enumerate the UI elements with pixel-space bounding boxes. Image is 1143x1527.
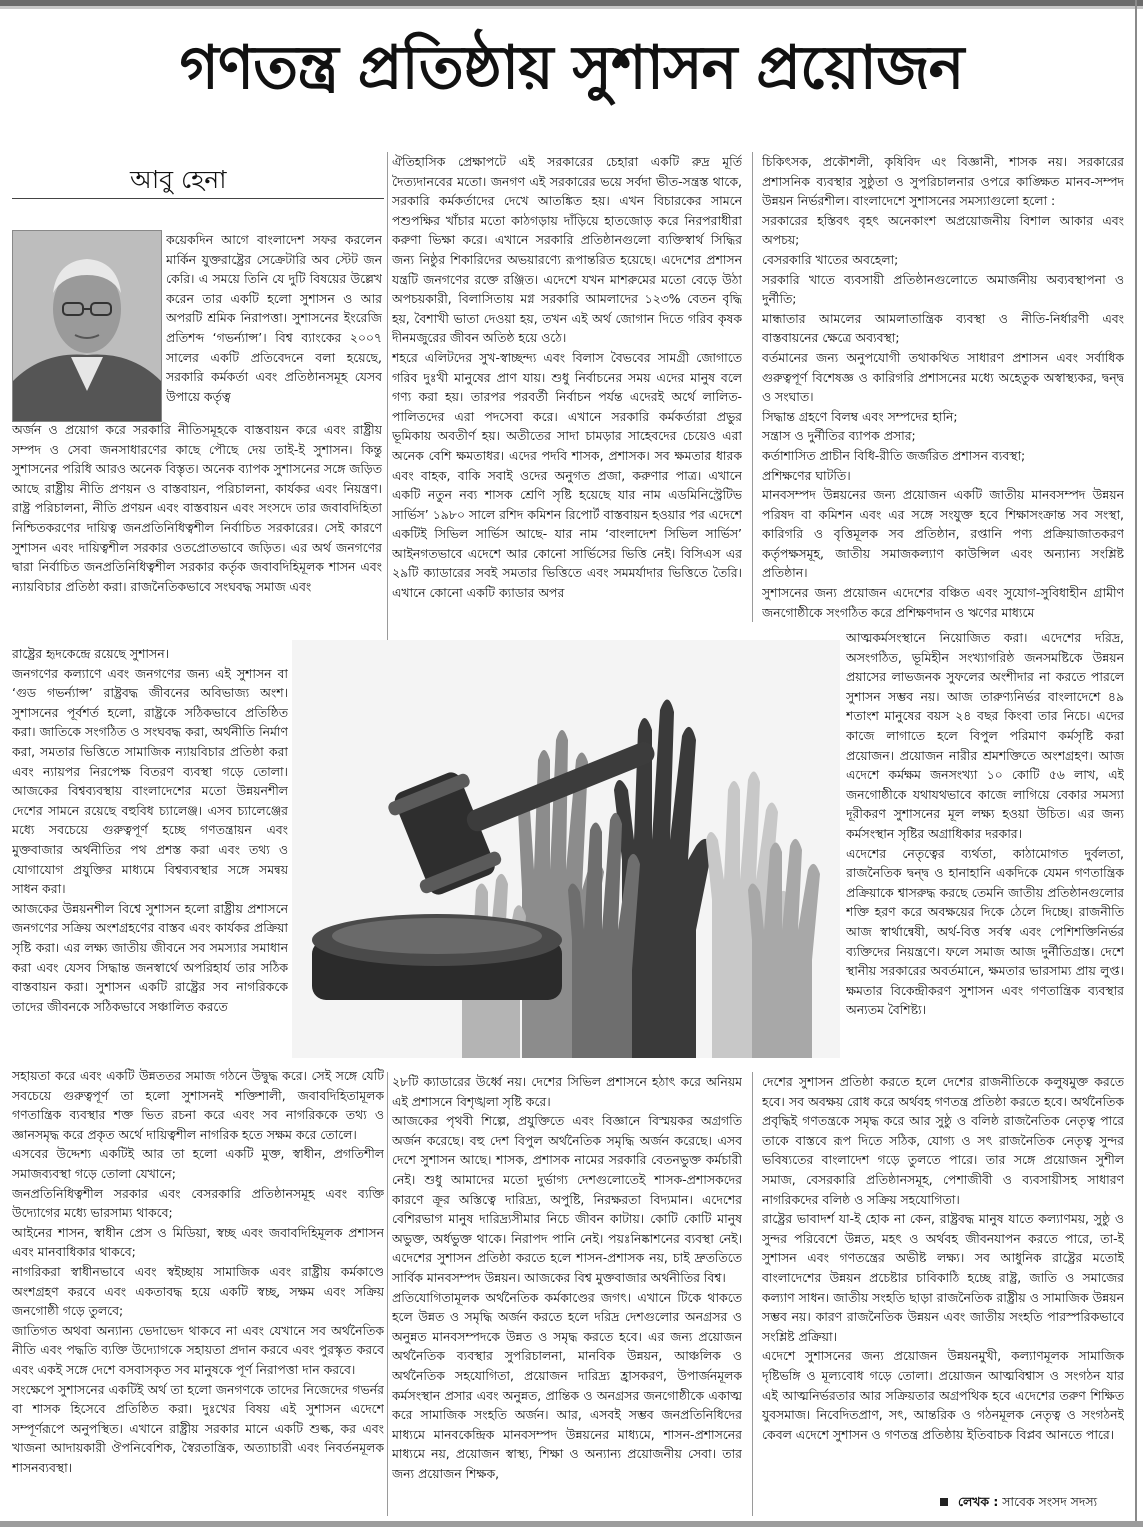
paragraph: জাতিগত অথবা অন্যান্য ভেদাভেদ থাকবে না এবং যেখানে সব অর্থনৈতিক নীতি এবং পদ্ধতি ব্যক্তি উদ্যোগকে সহায়তা প্রদান করবে এবং পুরস্কৃত করবে এবং একই সঙ্গে দেশে বসবাসকৃত সব মানুষকে পূর্ণ নিরাপত্তা দান করবে। <box>12 1322 384 1377</box>
column-rule <box>387 1072 388 1516</box>
paragraph: জনগণের কল্যাণে এবং জনগণের জন্য এই সুশাসন বা ‘গুড গভর্ন্যান্স’ রাষ্ট্রবদ্ধ জীবনের অবিভাজ্য অংশ। সুশাসনের পূর্বশর্ত হলো, রাষ্ট্রকে সঠিকভাবে প্রতিষ্ঠিত করা। জাতিকে সংগঠিত ও সংঘবদ্ধ করা, অর্থনীতি নির্মাণ করা, সমতার ভিত্তিতে সামাজিক ন্যায়বিচার প্রতিষ্ঠা করা এবং ন্যায়পর নিরপেক্ষ বিতরণ ব্যবস্থা গড়ে তোলা। আজকের বিশ্বব্যবস্থায় বাংলাদেশের মতো উন্নয়নশীল দেশের সামনে রয়েছে বহুবিধ চ্যালেঞ্জ। এসব চ্যালেঞ্জের মধ্যে সবচেয়ে গুরুত্বপূর্ণ হচ্ছে গণতন্ত্রায়ন এবং মুক্তবাজার অর্থনীতির পথ প্রশস্ত করা এবং তথ্য ও যোগাযোগ প্রযুক্তির মাধ্যমে বিশ্বব্যবস্থার সঙ্গে সমন্বয় সাধন করা। <box>12 665 288 897</box>
author-credit <box>940 1494 1097 1514</box>
column-1-intro <box>166 230 382 420</box>
column-3-bottom <box>762 1072 1124 1482</box>
paragraph: দেশের সুশাসন প্রতিষ্ঠা করতে হলে দেশের রাজনীতিকে কলুষমুক্ত করতে হবে। সব অবক্ষয় রোধ করে অর্থবহ গণতন্ত্র প্রতিষ্ঠা করতে হবে। অর্থনৈতিক প্রবৃদ্ধিই গণতন্ত্রকে সমৃদ্ধ করে আর সুষ্ঠু ও বলিষ্ঠ রাজনৈতিক নেতৃত্ব পারে তাকে বাস্তবে রূপ দিতে সঠিক, যোগ্য ও সৎ রাজনৈতিক নেতৃত্ব সুন্দর ভবিষ্যতের বাংলাদেশ গড়ে তুলতে পারে। তার সঙ্গে প্রয়োজন সুশীল সমাজ, বেসরকারি প্রতিষ্ঠানসমূহ, পেশাজীবী ও ব্যবসায়ীসহ সাধারণ নাগরিকদের বলিষ্ঠ ও সক্রিয় সহযোগিতা। <box>762 1074 1124 1207</box>
paragraph: কয়েকদিন আগে বাংলাদেশ সফর করলেন মার্কিন যুক্তরাষ্ট্রের সেক্রেটারি অব স্টেট জন কেরি। এ সময়ে তিনি যে দুটি বিষয়ের উল্লেখ করেন তার একটি হলো সুশাসন ও আর অপরটি শ্রমিক নিরাপত্তা। সুশাসনের ইংরেজি প্রতিশব্দ ‘গভর্ন্যান্স’। বিশ্ব ব্যাংকের ২০০৭ সালের একটি প্রতিবেদনে বলা হয়েছে, সরকারি কর্মকর্তা এবং প্রতিষ্ঠানসমূহ যেসব উপায়ে কর্তৃত্ব <box>166 232 382 404</box>
list-item: সন্ত্রাস ও দুর্নীতির ব্যাপক প্রসার; <box>762 428 916 444</box>
list-item: বর্তমানের জন্য অনুপযোগী তথাকথিত সাধারণ প্রশাসন এবং সর্বাধিক গুরুত্বপূর্ণ বিশেষজ্ঞ ও কারিগরি প্রশাসনের মধ্যে অহেতুক অস্বাস্থ্যকর, দ্বন্দ্ব ও সংঘাত। <box>762 349 1124 405</box>
paragraph: রাষ্ট্রের ভাবাদর্শ যা-ই হোক না কেন, রাষ্ট্রবদ্ধ মানুষ যাতে কল্যাণময়, সুষ্ঠু ও সুন্দর পরিবেশে উন্নত, মহৎ ও অর্থবহ জীবনযাপন করতে পারে, তা-ই সুশাসন এবং গণতন্ত্রের অভীষ্ট লক্ষ্য। সব আধুনিক রাষ্ট্রের মতোই বাংলাদেশের উন্নয়ন প্রচেষ্টার চাবিকাঠি হচ্ছে রাষ্ট্র, জাতি ও সমাজের কল্যাণ সাধন। জাতীয় সংহতি ছাড়া রাজনৈতিক রাষ্ট্রীয় ও সামাজিক উন্নয়ন সম্ভব নয়। কারণ রাজনৈতিক উন্নয়ন এবং জাতীয় সংহতি পারস্পরিকভাবে সংশ্লিষ্ট প্রক্রিয়া। <box>762 1211 1124 1344</box>
list-item: সিদ্ধান্ত গ্রহণে বিলম্ব এবং সম্পদের হানি; <box>762 408 958 424</box>
list-item: সরকারি খাতে ব্যবসায়ী প্রতিষ্ঠানগুলোতে অমার্জনীয় অব্যবস্থাপনা ও দুর্নীতি; <box>762 271 1124 307</box>
column-1-part-4 <box>12 1066 384 1516</box>
paragraph: ২৮টি ক্যাডারের উর্ধ্বে নয়। দেশের সিভিল প্রশাসনে হঠাৎ করে অনিয়ম এই প্রশাসনে বিশৃঙ্খলা সৃষ্টি করে। <box>392 1074 742 1109</box>
list-item: প্রশিক্ষণের ঘাটতি। <box>762 467 851 483</box>
column-1-part-3 <box>12 644 288 1064</box>
credit-text: সাবেক সংসদ সদস্য <box>1002 1494 1098 1509</box>
paragraph: রাষ্ট্রের হৃদকেন্দ্রে রয়েছে সুশাসন। <box>12 646 170 661</box>
square-bullet-icon <box>940 1498 948 1506</box>
paragraph: অর্জন ও প্রয়োগ করে সরকারি নীতিসমূহকে বাস্তবায়ন করে এবং রাষ্ট্রীয় সম্পদ ও সেবা জনসাধারণের কাছে পৌছে দেয় তাই-ই সুশাসন। কিন্তু সুশাসনের পরিধি আরও অনেক বিস্তৃত। অনেক ব্যাপক সুশাসনের সঙ্গে জড়িত আছে রাষ্ট্রীয় নীতি প্রণয়ন ও বাস্তবায়ন, পরিচালনা, কার্যকর এবং নিয়ন্ত্রণ। রাষ্ট্র পরিচালনা, নীতি প্রণয়ন এবং বাস্তবায়ন এবং সংসদে তার জবাবদিহিতা নিশ্চিতকরণের দায়িত্ব জনপ্রতিনিধিত্বশীল নির্বাচিত সরকারের। সেই কারণে সুশাসন এবং দায়িত্বশীল সরকার ওতপ্রোতভাবে জড়িত। এর অর্থ জনগণের দ্বারা নির্বাচিত জনপ্রতিনিধিত্বশীল সরকার কর্তৃক জবাবদিহিমূলক শাসন এবং ন্যায়বিচার প্রতিষ্ঠা করা। রাজনৈতিকভাবে সংঘবদ্ধ সমাজ এবং <box>12 422 382 594</box>
paragraph: ঐতিহাসিক প্রেক্ষাপটে এই সরকারের চেহারা একটি রুদ্র মূর্তি দৈত্যদানবের মতো। জনগণ এই সরকারের ভয়ে সর্বদা ভীত-সন্ত্রস্ত থাকে, সরকারি কর্মকর্তাদের দেখে আতঙ্কিত হয়। এখন বিচারকের সামনে পশুপক্ষির খাঁচার মতো কাঠগড়ায় দাঁড়িয়ে হাতজোড় করে নিরপরাধীরা করুণা ভিক্ষা করে। এখানে সরকারি প্রতিষ্ঠানগুলো ব্যক্তিস্বার্থ সিদ্ধির জন্য নিষ্ঠুর শিকারিদের অভয়ারণ্যে রূপান্তরিত হয়েছে। এদেশের প্রশাসন যন্ত্রটি জনগণের রক্তে রঞ্জিত। এদেশে যখন মাশরুমের মতো বেড়ে উঠা অপচয়কারী, বিলাসিতায় মগ্ন সরকারি আমলাদের ১২৩% বেতন বৃদ্ধি হয়, বৈশাখী ভাতা দেওয়া হয়, তখন এই অর্থ জোগান দিতে গরিব কৃষক দীনমজুরের জীবন অতিষ্ঠ হয়ে ওঠে। <box>392 154 742 346</box>
paragraph: চিকিৎসক, প্রকৌশলী, কৃষিবিদ এং বিজ্ঞানী, শাসক নয়। সরকারের প্রশাসনিক ব্যবস্থার সুষ্ঠুতা ও সুপরিচালনার ওপরে কাঙ্ক্ষিত মানব-সম্পদ উন্নয়ন নির্ভরশীল। বাংলাদেশে সুশাসনের সমস্যাগুলো হলো : <box>762 154 1124 209</box>
column-2-top <box>392 152 742 642</box>
right-edge-rule <box>1135 0 1137 1527</box>
paragraph: জনপ্রতিনিধিত্বশীল সরকার এবং বেসরকারি প্রতিষ্ঠানসমূহ এবং ব্যক্তি উদ্যোগের মধ্যে ভারসাম্য থাকবে; <box>12 1185 384 1221</box>
paragraph: আজকের পৃথবী শিল্পে, প্রযুক্তিতে এবং বিজ্ঞানে বিস্ময়কর অগ্রগতি অর্জন করেছে। বহু দেশ বিপুল অর্থনৈতিক সমৃদ্ধি অর্জন করেছে। এসব দেশে সুশাসন আছে। শাসক, প্রশাসক নামের সরকারি বেতনভুক্ত কর্মচারী নেই। শুধু আমাদের মতো দুর্ভাগ্য দেশগুলোতেই শাসক-প্রশাসকদের কারণে ক্রূর অস্তিত্বে দারিদ্র্য, অপুষ্টি, নিরক্ষরতা বিদ্যমান। এদেশের বেশিরভাগ মানুষ দারিদ্র্যসীমার নিচে জীবন কাটায়। কোটি কোটি মানুষ অভুক্ত, অর্ধভুক্ত থাকে। নিরাপদ পানি নেই। পয়ঃনিষ্কাশনের ব্যবস্থা নেই। এদেশের সুশাসন প্রতিষ্ঠা করতে হলে শাসন-প্রশাসক নয়, চাই দ্রুততিতে সার্বিক মানবসম্পদ উন্নয়ন। আজকের বিশ্ব মুক্তবাজার অর্থনীতির বিশ্ব। <box>392 1113 742 1285</box>
paragraph: সংক্ষেপে সুশাসনের একটিই অর্থ তা হলো জনগণকে তাদের নিজেদের গভর্নর বা শাসক হিসেবে প্রতিষ্ঠিত করা। দুঃখের বিষয় এই সুশাসন এদেশে সম্পূর্ণরূপে অনুপস্থিত। এখানে রাষ্ট্রীয় সরকার মানে একটি শুল্ক, কর এবং খাজনা আদায়কারী ঔপনিবেশিক, স্বৈরতান্ত্রিক, অত্যাচারী এবং নিবর্তনমূলক শাসনব্যবস্থা। <box>12 1381 384 1475</box>
author-byline: আবু হেনা <box>130 165 227 194</box>
paragraph: এদেশের নেতৃত্বের ব্যর্থতা, কাঠামোগত দুর্বলতা, রাজনৈতিক দ্বন্দ্ব ও হানাহানি একদিকে যেমন গণতান্ত্রিক প্রক্রিয়াকে শ্বাসরুদ্ধ করছে তেমনি জাতীয় প্রতিষ্ঠানগুলোর শক্তি হরণ করে অবক্ষয়ের দিকে ঠেলে দিচ্ছে। রাজনীতি আজ স্বার্থান্বেষী, অর্থ-বিত্ত সর্বস্ব এবং পেশিশক্তিনির্ভর ব্যক্তিদের নিয়ন্ত্রণে। ফলে সমাজ আজ দুর্নীতিগ্রস্ত। দেশে স্থানীয় সরকারের অবর্তমানে, ক্ষমতার ভারসাম্য প্রায় লুপ্ত। ক্ষমতার বিকেন্দ্রীকরণ সুশাসন এবং গণতান্ত্রিক ব্যবস্থার অন্যতম বৈশিষ্ট্য। <box>846 845 1124 1018</box>
paragraph: সুশাসনের জন্য প্রয়োজন এদেশের বঞ্চিত এবং সুযোগ-সুবিধাহীন গ্রামীণ জনগোষ্ঠীকে সংগঠিত করে প্রশিক্ষণদান ও ঋণের মাধ্যমে <box>762 585 1124 620</box>
list-item: বেসরকারি খাতের অবহেলা; <box>762 251 899 267</box>
column-1-part-2 <box>12 420 382 642</box>
list-item: কর্তাশাসিত প্রাচীন বিধি-রীতি জর্জরিত প্রশাসন ব্যবস্থা; <box>762 447 1026 463</box>
column-rule <box>387 152 388 642</box>
column-rule <box>752 152 753 622</box>
bottom-border <box>0 1521 1143 1527</box>
paragraph: নাগরিকরা স্বাধীনভাবে এবং স্বইচ্ছায় সামাজিক এবং রাষ্ট্রীয় কর্মকাণ্ডে অংশগ্রহণ করবে এবং একতাবদ্ধ হয়ে একটি স্বচ্ছ, সক্ষম এবং সক্রিয় জনগোষ্ঠী গড়ে তুলবে; <box>12 1263 384 1319</box>
illustration-gavel-hands <box>292 640 840 1058</box>
paragraph: আজকের উন্নয়নশীল বিশ্বে সুশাসন হলো রাষ্ট্রীয় প্রশাসনে জনগণের সক্রিয় অংশগ্রহণের বাস্তব এবং কার্যকর প্রক্রিয়া সৃষ্টি করা। এর লক্ষ্য জাতীয় জীবনে সব সমস্যার সমাধান করা এবং যেসব সিদ্ধান্ত জনস্বার্থে অপরিহার্য তার সঠিক বাস্তবায়ন করা। সুশাসন একটি রাষ্ট্রের সব নাগরিককে তাদের জীবনকে সঠিকভাবে সঞ্চালিত করতে <box>12 900 288 1014</box>
paragraph: এসবের উদ্দেশ্য একটিই আর তা হলো একটি মুক্ত, স্বাধীন, প্রগতিশীল সমাজব্যবস্থা গড়ে তোলা যেখানে; <box>12 1146 384 1181</box>
column-3-middle <box>846 628 1124 1064</box>
author-photo <box>12 230 162 422</box>
paragraph: এদেশে সুশাসনের জন্য প্রয়োজন উন্নয়নমুখী, কল্যাণমূলক সামাজিক দৃষ্টিভঙ্গি ও মূল্যবোধ গড়ে তোলা। প্রয়োজন আত্মবিশ্বাস ও সংগঠন যার এই আত্মনির্ভরতার আর সক্রিয়তার অগ্রপথিক হবে এদেশের তরুণ শিক্ষিত যুবসমাজ। নিবেদিতপ্রাণ, সৎ, আন্তরিক ও গঠনমূলক নেতৃত্ব ও সংগঠনই কেবল এদেশে সুশাসন ও গণতন্ত্র প্রতিষ্ঠায় ইতিবাচক বিপ্লব আনতে পারে। <box>762 1348 1124 1442</box>
byline-divider <box>12 198 384 199</box>
list-item: সরকারের হস্তিবৎ বৃহৎ অনেকাংশ অপ্রয়োজনীয় বিশাল আকার এবং অপচয়; <box>762 212 1124 248</box>
headline: গণতন্ত্র প্রতিষ্ঠায় সুশাসন প্রয়োজন <box>179 33 964 103</box>
paragraph: শহরে এলিটদের সুখ-স্বাচ্ছন্দ্য এবং বিলাস বৈভবের সামগ্রী জোগাতে গরিব দুঃখী মানুষের প্রাণ যায়। শুধু নির্বাচনের সময় এদের মানুষ বলে গণ্য করা হয়। তারপর পরবর্তী নির্বাচন পর্যন্ত এদেরই অর্থে লালিত-পালিতদের এরা পদসেবা করে। এখানে সরকারি কর্মকর্তারা প্রভুর ভূমিকায় অবতীর্ণ হয়। অতীতের সাদা চামড়ার সাহেবদের চেয়েও এরা অনেক বেশি ক্ষমতাধর। এদের পদবি শাসক, প্রশাসক। সব ক্ষমতার ধারক এবং বাহক, বাকি সবাই ওদের অনুগত প্রজা, করুণার পাত্র। এখানে একটি নতুন নব্য শাসক শ্রেণি সৃষ্টি হয়েছে যার নাম এডমিনিস্ট্রেটিভ সার্ভিস’ ১৯৮০ সালে রশিদ কমিশন রিপোর্ট বাস্তবায়ন হওয়ার পর এদেশে একটিই সিভিল সার্ভিস আছে- যার নাম ‘বাংলাদেশ সিভিল সার্ভিস’ আইনগতভাবে এদেশে আর কোনো সার্ভিসের ভিত্তি নেই। বিসিএস এর ২৯টি ক্যাডারের সবই সমতার ভিত্তিতে এবং সমমর্যাদার ভিত্তিতে তৈরি। এখানে কোনো একটি ক্যাডার অপর <box>392 349 742 601</box>
paragraph: প্রতিযোগিতামূলক অর্থনৈতিক কর্মকাণ্ডের জগৎ। এখানে টিকে থাকতে হলে উন্নত ও সমৃদ্ধি অর্জন করতে হলে দরিদ্র দেশগুলোর অনগ্রসর ও অনুন্নত মানবসম্পদকে উন্নত ও সমৃদ্ধ করতে হবে। এর জন্য প্রয়োজন অর্থনৈতিক ব্যবস্থার সুপরিচালনা, মানবিক উন্নয়ন, আঞ্চলিক ও অর্থনৈতিক সহযোগিতা, প্রয়োজন দারিদ্র্য হ্রাসকরণ, উপার্জনমূলক কর্মসংস্থান প্রসার এবং অনুন্নত, প্রান্তিক ও অনগ্রসর জনগোষ্ঠীকে একাত্ম করে সামাজিক সংহতি অর্জন। আর, এসবই সম্ভব জনপ্রতিনিধিদের মাধ্যমে মানবকেন্দ্রিক মানবসম্পদ উন্নয়নের মাধ্যমে, শাসন-প্রশাসনের মাধ্যমে নয়, প্রয়োজন স্বাস্থ্য, শিক্ষা ও অন্যান্য প্রয়োজনীয় সেবা। তার জন্য প্রয়োজন শিক্ষক, <box>392 1289 742 1481</box>
paragraph: সহায়তা করে এবং একটি উন্নততর সমাজ গঠনে উদ্বুদ্ধ করে। সেই সঙ্গে যেটি সবচেয়ে গুরুত্বপূর্ণ তা হলো সুশাসনই শক্তিশালী, জবাবদিহিতামূলক গণতান্ত্রিক ব্যবস্থার শক্ত ভিত রচনা করে এবং সব নাগরিককে তথ্য ও জ্ঞানসমৃদ্ধ করে প্রকৃত অর্থে দায়িত্বশীল নাগরিক হতে সক্ষম করে তোলে। <box>12 1068 384 1142</box>
list-item: মান্ধাতার আমলের আমলাতান্ত্রিক ব্যবস্থা ও নীতি-নির্ধারণী এবং বাস্তবায়নের ক্ষেত্রে অব্যবস্থা; <box>762 310 1124 346</box>
column-2-bottom <box>392 1072 742 1516</box>
top-border-light <box>0 6 1143 9</box>
column-3-top <box>762 152 1124 622</box>
column-rule <box>752 1072 753 1516</box>
paragraph: আত্মকর্মসংস্থানে নিয়োজিত করা। এদেশের দরিদ্র, অসংগঠিত, ভূমিহীন সংখ্যাগরিষ্ঠ জনসমষ্টিকে উন্নয়ন প্রয়াসের লাভজনক সুফলের অংশীদার না করতে পারলে সুশাসন সম্ভব নয়। আজ তারুণ্যনির্ভর বাংলাদেশে ৪৯ শতাংশ মানুষের বয়স ২৪ বছর কিংবা তার নিচে। এদের কাজে লাগাতে হলে বিপুল পরিমাণ কর্মসৃষ্টি করা প্রয়োজন। প্রয়োজন নারীর শ্রমশক্তিতে অংশগ্রহণ। আজ এদেশে কর্মক্ষম জনসংখ্যা ১০ কোটি ৫৬ লাখ, এই জনগোষ্ঠীকে যথাযথভাবে কাজে লাগিয়ে বেকার সমস্যা দূরীকরণ সুশাসনের মূল লক্ষ্য হওয়া উচিত। এর জন্য কর্মসংস্থান সৃষ্টির অগ্রাধিকার দরকার। <box>846 630 1124 841</box>
credit-label: লেখক : <box>957 1494 999 1509</box>
paragraph: আইনের শাসন, স্বাধীন প্রেস ও মিডিয়া, স্বচ্ছ এবং জবাবদিহিমূলক প্রশাসন এবং মানবাধিকার থাকবে; <box>12 1224 384 1260</box>
paragraph: মানবসম্পদ উন্নয়নের জন্য প্রয়োজন একটি জাতীয় মানবসম্পদ উন্নয়ন পরিষদ বা কমিশন এবং এর সঙ্গে সংযুক্ত হবে শিক্ষাসংক্রান্ত সব সংস্থা, কারিগরি ও বৃত্তিমূলক সব প্রতিষ্ঠান, রপ্তানি পণ্য প্রক্রিয়াজাতকরণ কর্তৃপক্ষসমূহ, জাতীয় সমাজকল্যাণ কাউন্সিল এবং অন্যান্য সংশ্লিষ্ট প্রতিষ্ঠান। <box>762 487 1124 581</box>
